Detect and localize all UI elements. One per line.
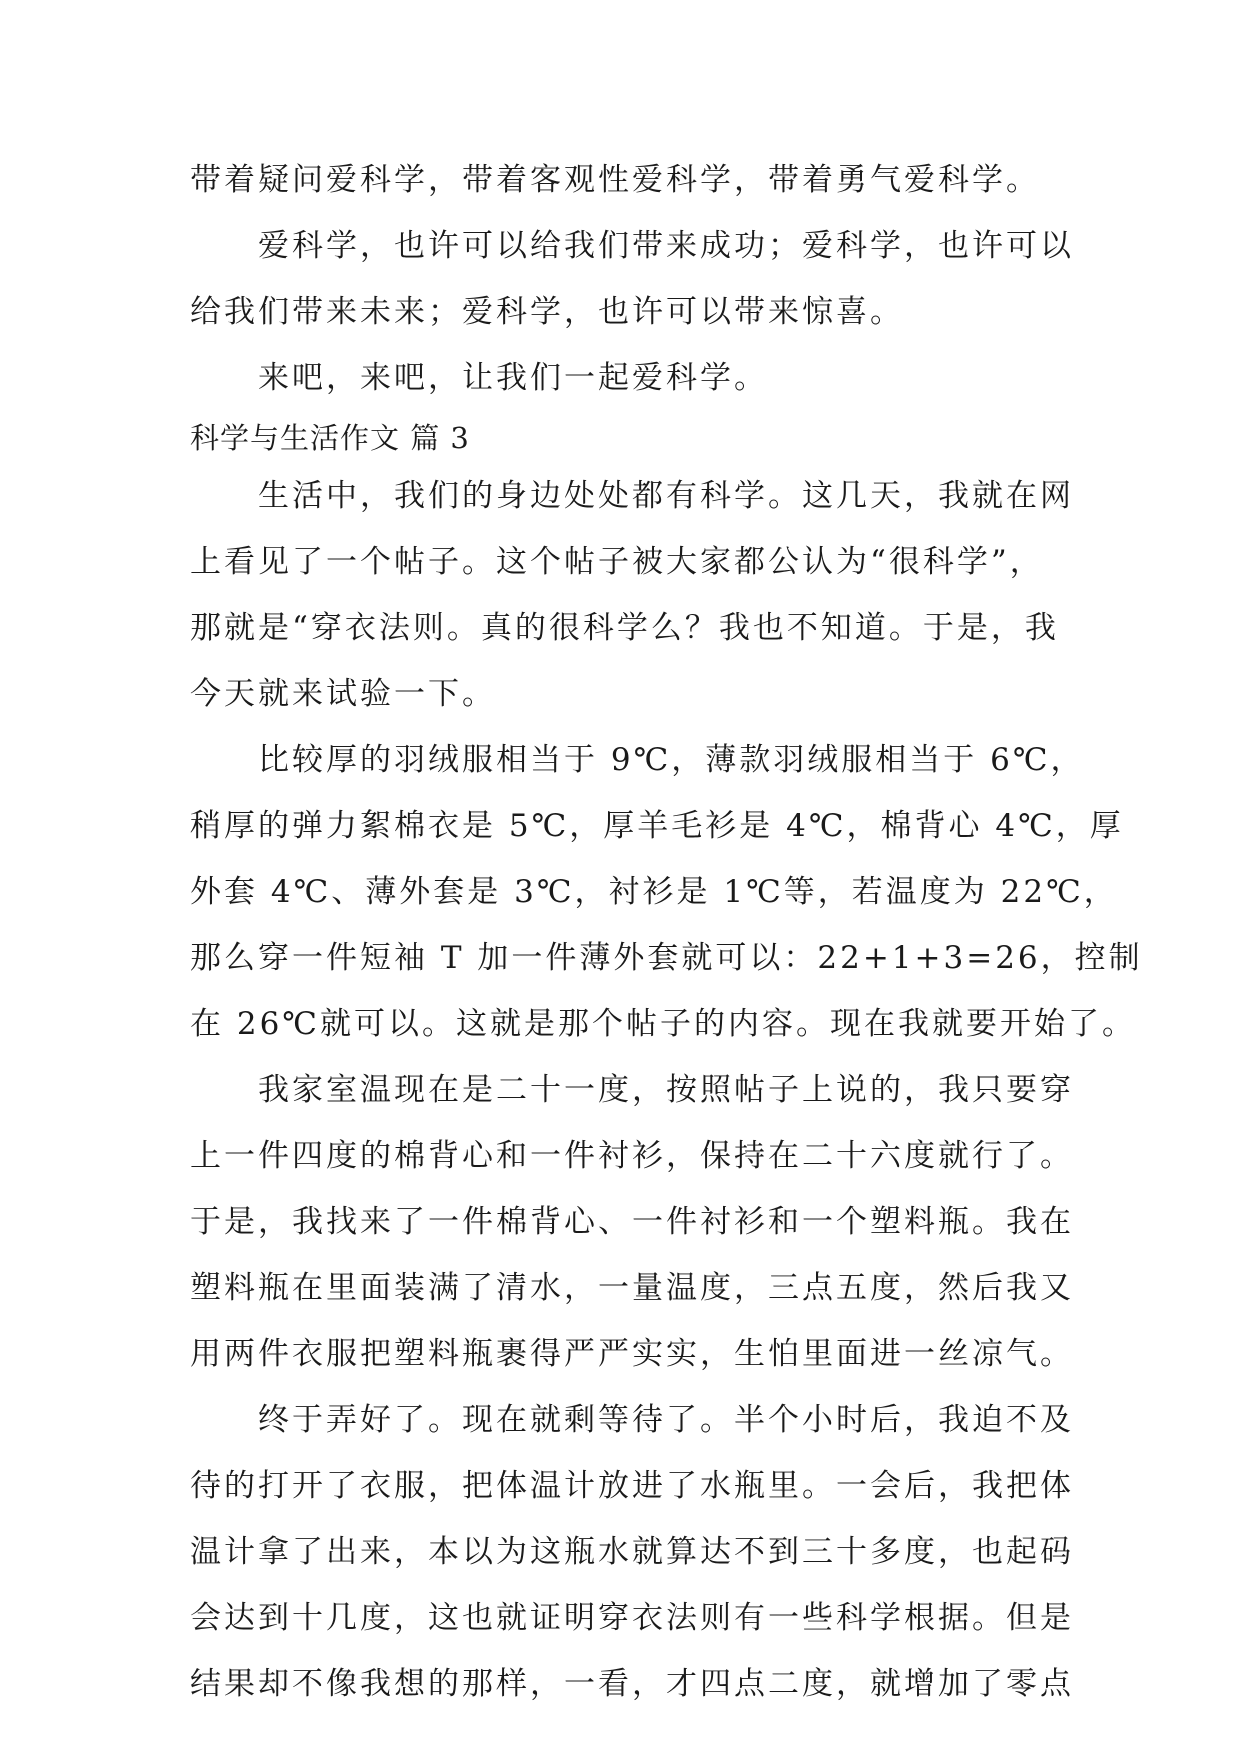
paragraph-line: 给我们带来未来；爱科学，也许可以带来惊喜。 bbox=[190, 294, 904, 330]
paragraph-line: 在 26℃就可以。这就是那个帖子的内容。现在我就要开始了。 bbox=[190, 1006, 1136, 1042]
paragraph-line: 待的打开了衣服，把体温计放进了水瓶里。一会后，我把体 bbox=[190, 1468, 1074, 1504]
paragraph-line: 生活中，我们的身边处处都有科学。这几天，我就在网 bbox=[258, 478, 1074, 514]
paragraph-line: 终于弄好了。现在就剩等待了。半个小时后，我迫不及 bbox=[258, 1402, 1074, 1438]
paragraph-line: 塑料瓶在里面装满了清水，一量温度，三点五度，然后我又 bbox=[190, 1270, 1074, 1306]
paragraph-line: 带着疑问爱科学，带着客观性爱科学，带着勇气爱科学。 bbox=[190, 162, 1040, 198]
paragraph-line: 上一件四度的棉背心和一件衬衫，保持在二十六度就行了。 bbox=[190, 1138, 1074, 1174]
paragraph-line: 于是，我找来了一件棉背心、一件衬衫和一个塑料瓶。我在 bbox=[190, 1204, 1074, 1240]
paragraph-line: 比较厚的羽绒服相当于 9℃，薄款羽绒服相当于 6℃， bbox=[258, 742, 1085, 778]
paragraph-line: 温计拿了出来，本以为这瓶水就算达不到三十多度，也起码 bbox=[190, 1534, 1074, 1570]
paragraph-line: 上看见了一个帖子。这个帖子被大家都公认为“很科学”， bbox=[190, 544, 1044, 580]
paragraph-line: 结果却不像我想的那样，一看，才四点二度，就增加了零点 bbox=[190, 1666, 1074, 1702]
paragraph-line: 我家室温现在是二十一度，按照帖子上说的，我只要穿 bbox=[258, 1072, 1074, 1108]
paragraph-line: 会达到十几度，这也就证明穿衣法则有一些科学根据。但是 bbox=[190, 1600, 1074, 1636]
paragraph-line: 外套 4℃、薄外套是 3℃，衬衫是 1℃等，若温度为 22℃， bbox=[190, 874, 1118, 910]
paragraph-line: 用两件衣服把塑料瓶裹得严严实实，生怕里面进一丝凉气。 bbox=[190, 1336, 1074, 1372]
paragraph-line: 那就是“穿衣法则。真的很科学么？我也不知道。于是，我 bbox=[190, 610, 1059, 646]
paragraph-line: 爱科学，也许可以给我们带来成功；爱科学，也许可以 bbox=[258, 228, 1074, 264]
paragraph-line: 来吧，来吧，让我们一起爱科学。 bbox=[258, 360, 768, 396]
section-heading: 科学与生活作文 篇 3 bbox=[190, 421, 470, 455]
paragraph-line: 今天就来试验一下。 bbox=[190, 676, 496, 712]
paragraph-line: 那么穿一件短袖 T 加一件薄外套就可以：22+1+3=26，控制 bbox=[190, 940, 1143, 976]
paragraph-line: 稍厚的弹力絮棉衣是 5℃，厚羊毛衫是 4℃，棉背心 4℃，厚 bbox=[190, 808, 1124, 844]
